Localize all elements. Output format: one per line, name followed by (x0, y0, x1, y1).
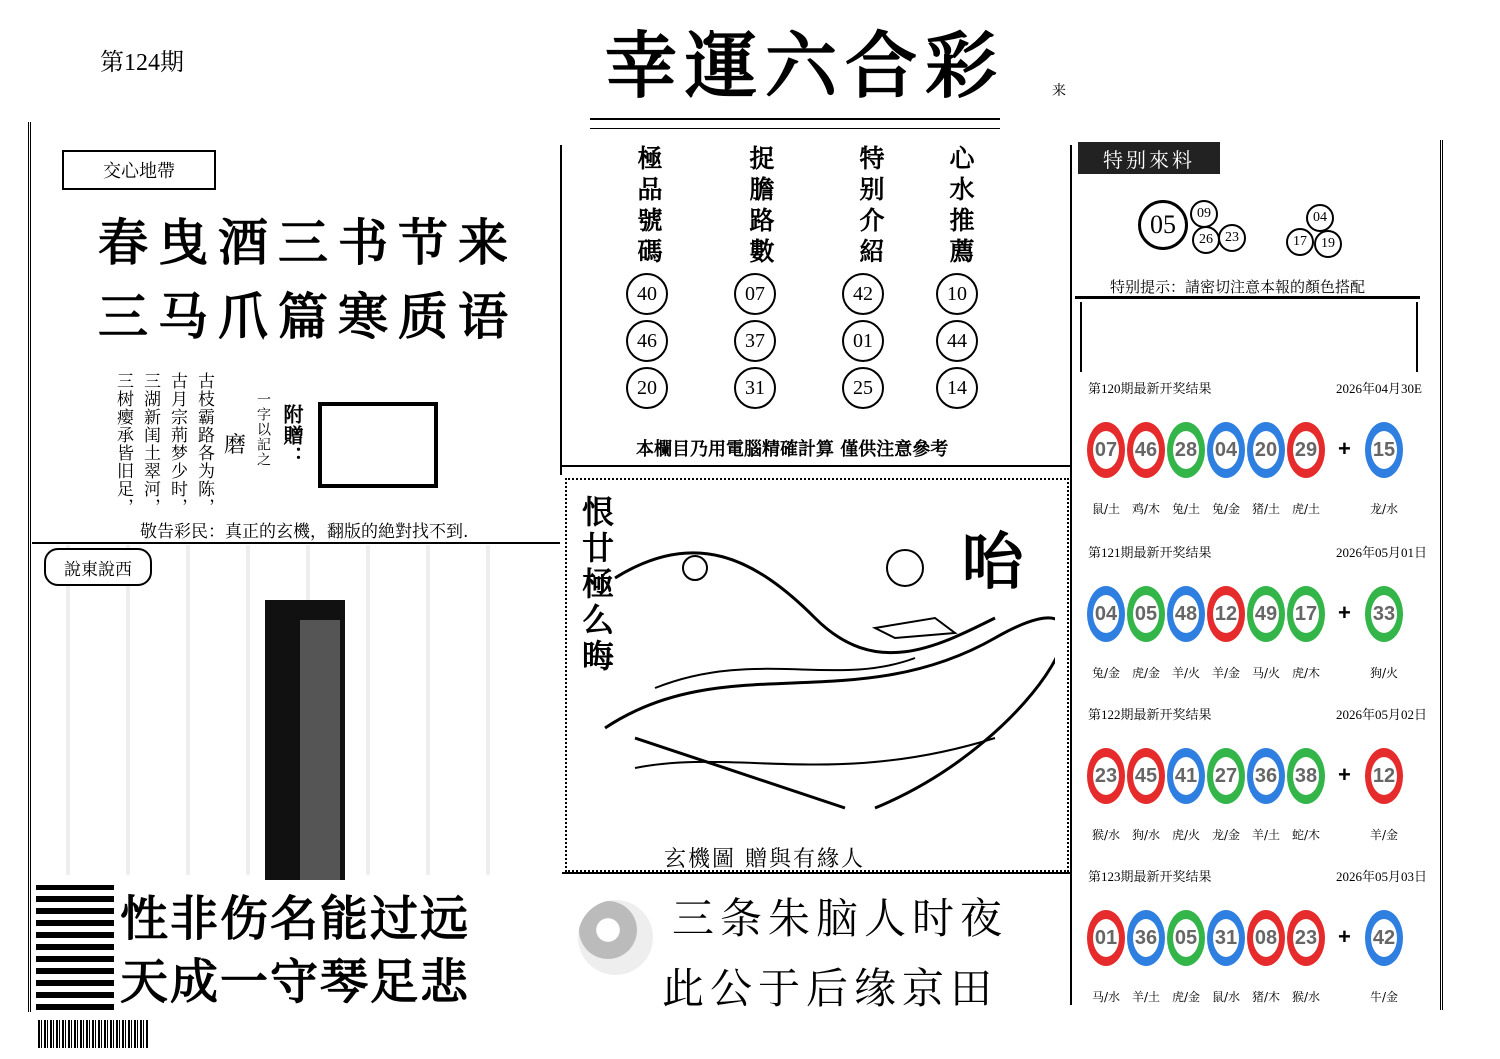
noise-block (36, 885, 114, 1010)
result-zodiac: 猴/水 (1291, 990, 1321, 1004)
num-4-3: 14 (936, 367, 978, 409)
result-ball-number: 36 (1253, 757, 1279, 795)
result-ball-number: 28 (1173, 431, 1199, 469)
result-zodiac: 蛇/木 (1291, 828, 1321, 842)
bottom-riddle-2: 天成一守琴足悲 (120, 954, 471, 1010)
num-2-2: 37 (734, 320, 776, 362)
result-zodiac: 虎/土 (1291, 502, 1321, 516)
barcode (38, 1020, 148, 1048)
num-3-3: 25 (842, 367, 884, 409)
left-border (28, 122, 35, 1012)
tip-underline (1075, 296, 1420, 299)
result-ball-number: 07 (1093, 431, 1119, 469)
verse-col-1: 古枝霸路各为陈， (194, 372, 214, 516)
result-ball (1247, 586, 1285, 642)
result-zodiac: 羊/土 (1251, 828, 1281, 842)
special-ball-b3: 19 (1314, 230, 1342, 258)
result-ball (1167, 586, 1205, 642)
yin-yang-icon (578, 900, 653, 975)
num-1-3: 20 (626, 367, 668, 409)
result-ball-number: 04 (1213, 431, 1239, 469)
result-zodiac: 羊/土 (1131, 990, 1161, 1004)
plus-sign: + (1338, 924, 1351, 949)
special-banner: 特别來料 (1078, 142, 1220, 174)
poem-line-1: 三条朱脑人时夜 (672, 894, 1009, 943)
result-heading: 第121期最新开奖结果 (1088, 545, 1212, 560)
result-date: 2026年05月03日 (1336, 869, 1428, 884)
notice-text: 敬告彩民：真正的玄機，翻版的絶對找不到. (140, 522, 469, 542)
result-ball-number: 45 (1133, 757, 1159, 795)
num-4-1: 10 (936, 273, 978, 315)
result-ball (1167, 748, 1205, 804)
special-ball-a2: 26 (1192, 226, 1220, 254)
result-ball-number: 46 (1133, 431, 1159, 469)
special-result-number: 12 (1371, 757, 1397, 795)
result-ball-number: 08 (1253, 919, 1279, 957)
result-ball (1207, 422, 1245, 478)
results-right-rule (1416, 302, 1418, 372)
bottom-riddle-1: 性非伤名能过远 (120, 891, 471, 947)
result-ball (1087, 910, 1125, 966)
poem-line-2: 此公于后缘京田 (662, 964, 999, 1013)
num-1-1: 40 (626, 273, 668, 315)
result-ball (1167, 910, 1205, 966)
result-zodiac: 羊/火 (1171, 666, 1201, 680)
special-result-ball (1365, 586, 1403, 642)
riddle-line-1: 春曳酒三书节来 (98, 213, 518, 272)
result-ball-number: 38 (1293, 757, 1319, 795)
result-ball (1247, 422, 1285, 478)
result-ball-number: 23 (1093, 757, 1119, 795)
result-ball-number: 27 (1213, 757, 1239, 795)
result-ball-number: 20 (1253, 431, 1279, 469)
left-banner: 交心地帶 (62, 150, 216, 190)
plus-sign: + (1338, 762, 1351, 787)
col-head-3: 特别介紹 (856, 145, 885, 269)
num-3-1: 42 (842, 273, 884, 315)
center-left-divider (560, 145, 562, 475)
riddle-line-2: 三马爪篇寒质语 (98, 287, 518, 346)
result-ball-number: 29 (1293, 431, 1319, 469)
col-head-1: 極品號碼 (634, 145, 663, 269)
result-zodiac: 兔/土 (1171, 502, 1201, 516)
result-ball (1247, 748, 1285, 804)
result-zodiac: 猪/土 (1251, 502, 1281, 516)
result-ball (1127, 910, 1165, 966)
result-date: 2026年05月02日 (1336, 707, 1428, 722)
page-title: 幸運六合彩 (605, 23, 1006, 108)
result-ball (1127, 422, 1165, 478)
picture-caption: 玄機圖 贈與有緣人 (664, 847, 865, 872)
issue-number: 第124期 (100, 50, 184, 76)
result-zodiac: 虎/木 (1291, 666, 1321, 680)
result-ball (1207, 748, 1245, 804)
verse-col-4: 三树瘿承皆旧足， (113, 372, 133, 516)
result-heading: 第120期最新开奖结果 (1088, 381, 1212, 396)
result-date: 2026年05月01日 (1336, 545, 1428, 560)
special-result-zodiac: 狗/火 (1369, 666, 1399, 680)
picture-verse: 恨廿極么晦 (577, 495, 615, 675)
special-result-zodiac: 龙/水 (1369, 502, 1399, 516)
result-ball-number: 36 (1133, 919, 1159, 957)
result-ball-number: 17 (1293, 595, 1319, 633)
num-1-2: 46 (626, 320, 668, 362)
result-zodiac: 兔/金 (1211, 502, 1241, 516)
result-ball-number: 05 (1133, 595, 1159, 633)
result-ball (1287, 586, 1325, 642)
result-zodiac: 虎/金 (1171, 990, 1201, 1004)
special-result-zodiac: 羊/金 (1369, 828, 1399, 842)
special-main-ball: 05 (1138, 200, 1188, 250)
special-result-ball (1365, 748, 1403, 804)
result-ball (1127, 748, 1165, 804)
result-zodiac: 猴/水 (1091, 828, 1121, 842)
result-zodiac: 猪/木 (1251, 990, 1281, 1004)
special-result-number: 42 (1371, 919, 1397, 957)
special-tip: 特别提示：請密切注意本報的顏色搭配 (1110, 278, 1366, 296)
hint-char: 磨 (224, 433, 247, 458)
result-zodiac: 鼠/水 (1211, 990, 1241, 1004)
title-divider (590, 118, 1000, 129)
middle-left-banner: 說東說西 (44, 548, 152, 586)
left-section-divider (32, 542, 560, 544)
special-ball-b2: 17 (1286, 228, 1314, 256)
special-result-ball (1365, 422, 1403, 478)
result-zodiac: 马/火 (1251, 666, 1281, 680)
result-ball-number: 31 (1213, 919, 1239, 957)
num-2-3: 31 (734, 367, 776, 409)
special-result-ball (1365, 910, 1403, 966)
right-border (1440, 140, 1447, 1010)
center-section-divider (562, 465, 1070, 467)
verse-col-2: 古月宗荊梦少时， (167, 372, 187, 516)
result-ball (1087, 586, 1125, 642)
result-zodiac: 虎/火 (1171, 828, 1201, 842)
result-heading: 第122期最新开奖结果 (1088, 707, 1212, 722)
result-ball (1287, 910, 1325, 966)
num-2-1: 07 (734, 273, 776, 315)
result-zodiac: 狗/水 (1131, 828, 1161, 842)
result-ball (1087, 422, 1125, 478)
center-note: 本欄目乃用電腦精確計算 僅供注意參考 (636, 439, 949, 460)
blurred-article-shadow-2 (300, 620, 340, 880)
special-result-number: 33 (1371, 595, 1397, 633)
plus-sign: + (1338, 600, 1351, 625)
special-result-number: 15 (1371, 431, 1397, 469)
result-zodiac: 虎/金 (1131, 666, 1161, 680)
title-tail: 来 (1052, 83, 1066, 99)
result-ball (1207, 586, 1245, 642)
result-zodiac: 鼠/土 (1091, 502, 1121, 516)
result-zodiac: 鸡/木 (1131, 502, 1161, 516)
result-ball-number: 01 (1093, 919, 1119, 957)
result-ball-number: 12 (1213, 595, 1239, 633)
center-right-divider (1070, 145, 1072, 1005)
result-ball (1247, 910, 1285, 966)
result-heading: 第123期最新开奖结果 (1088, 869, 1212, 884)
plus-sign: + (1338, 436, 1351, 461)
result-ball (1287, 748, 1325, 804)
result-ball-number: 41 (1173, 757, 1199, 795)
result-zodiac: 马/水 (1091, 990, 1121, 1004)
result-ball-number: 04 (1093, 595, 1119, 633)
result-ball (1087, 748, 1125, 804)
col-head-2: 捉膽路數 (746, 145, 775, 269)
result-zodiac: 龙/金 (1211, 828, 1241, 842)
result-ball-number: 49 (1253, 595, 1279, 633)
special-ball-a1: 09 (1190, 200, 1218, 228)
result-ball (1207, 910, 1245, 966)
result-ball (1127, 586, 1165, 642)
special-ball-a3: 23 (1218, 224, 1246, 252)
result-ball-number: 48 (1173, 595, 1199, 633)
result-zodiac: 兔/金 (1091, 666, 1121, 680)
verse-col-3: 三湖新闺土翠河， (140, 372, 160, 516)
gift-label: 附贈： (280, 404, 304, 467)
result-ball-number: 23 (1293, 919, 1319, 957)
num-4-2: 44 (936, 320, 978, 362)
result-ball (1167, 422, 1205, 478)
special-ball-b1: 04 (1306, 204, 1334, 232)
num-3-2: 01 (842, 320, 884, 362)
picture-char: 咍 (962, 525, 1025, 598)
result-date: 2026年04月30E (1336, 381, 1422, 396)
col-head-4: 心水推薦 (946, 145, 975, 269)
hint-note: 一字以記之 (255, 392, 271, 467)
special-result-zodiac: 牛/金 (1369, 990, 1399, 1004)
result-zodiac: 羊/金 (1211, 666, 1241, 680)
result-ball (1287, 422, 1325, 478)
result-ball-number: 05 (1173, 919, 1199, 957)
results-left-rule (1080, 302, 1082, 372)
gift-box (318, 402, 438, 488)
